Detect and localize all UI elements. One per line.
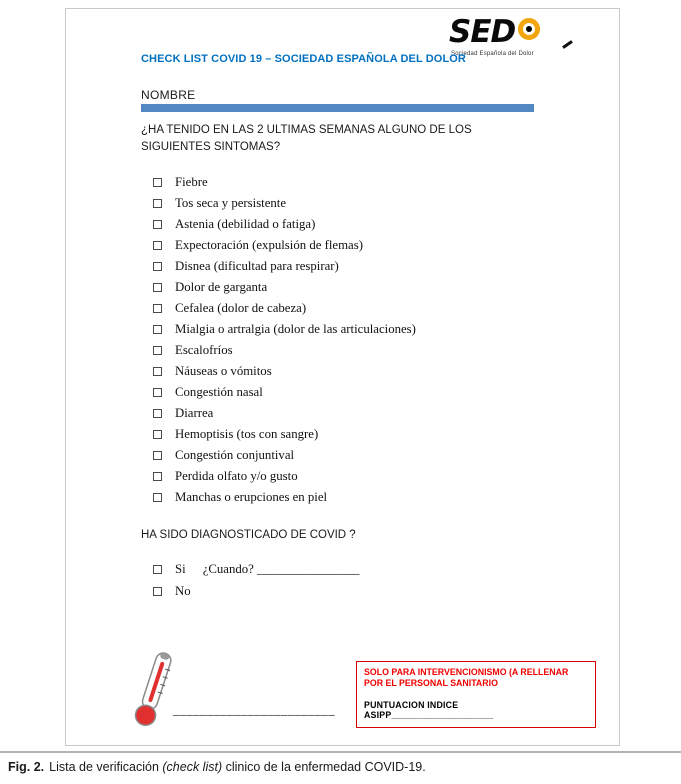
- intervention-box: [356, 661, 596, 728]
- symptom-checkbox[interactable]: [153, 388, 162, 397]
- symptom-row: [153, 298, 416, 319]
- symptoms-question: ¿HA TENIDO EN LAS 2 ULTIMAS SEMANAS ALGUNO DE LOS SIGUIENTES SINTOMAS?: [141, 124, 472, 153]
- figure-caption: [0, 751, 681, 774]
- caption-text-2: clinico de la enfermedad COVID-19.: [222, 760, 426, 774]
- sed-logo-subtext: Sociedad Española del Dolor: [451, 51, 534, 57]
- symptom-label: Expectoración (expulsión de flemas): [175, 238, 363, 252]
- symptom-checkbox[interactable]: [153, 199, 162, 208]
- symptom-checkbox[interactable]: [153, 262, 162, 271]
- symptom-checkbox[interactable]: [153, 325, 162, 334]
- symptom-label: Tos seca y persistente: [175, 196, 287, 210]
- covid-checklist-form: [65, 8, 620, 746]
- symptom-label: Escalofríos: [175, 343, 233, 357]
- no-checkbox[interactable]: [153, 587, 162, 596]
- diagnosed-question: HA SIDO DIAGNOSTICADO DE COVID ?: [141, 529, 356, 541]
- name-label: NOMBRE: [141, 88, 196, 102]
- symptom-label: Hemoptisis (tos con sangre): [175, 427, 319, 441]
- answer-row-yes: [153, 558, 359, 580]
- symptom-label: Diarrea: [175, 406, 214, 420]
- symptom-row: [153, 214, 416, 235]
- symptom-row: [153, 487, 416, 508]
- symptom-checkbox[interactable]: [153, 430, 162, 439]
- sed-logo-ring-icon: [518, 18, 540, 40]
- symptom-row: [153, 172, 416, 193]
- symptom-label: Dolor de garganta: [175, 280, 268, 294]
- symptom-row: [153, 466, 416, 487]
- symptom-checkbox[interactable]: [153, 451, 162, 460]
- yes-checkbox[interactable]: [153, 565, 162, 574]
- symptom-checkbox[interactable]: [153, 472, 162, 481]
- symptoms-list: [153, 172, 416, 508]
- symptom-row: [153, 193, 416, 214]
- sed-logo: [449, 14, 599, 57]
- caption-italic: (check list): [162, 760, 223, 774]
- asipp-score-label: PUNTUACION INDICE ASIPP____________________: [364, 700, 494, 720]
- symptom-checkbox[interactable]: [153, 220, 162, 229]
- symptom-label: Cefalea (dolor de cabeza): [175, 301, 307, 315]
- symptom-label: Congestión nasal: [175, 385, 263, 399]
- symptom-row: [153, 424, 416, 445]
- when-label: ¿Cuando? ________________: [202, 561, 360, 576]
- sed-logo-text: SED: [449, 14, 516, 50]
- signature-line: ________________________: [173, 703, 335, 717]
- form-title: CHECK LIST COVID 19 – SOCIEDAD ESPAÑOLA DEL DOLOR: [141, 53, 466, 65]
- thermometer-icon: [120, 644, 190, 738]
- symptom-label: Congestión conjuntival: [175, 448, 295, 462]
- symptom-row: [153, 277, 416, 298]
- yes-label: Si: [175, 561, 186, 576]
- symptom-label: Náuseas o vómitos: [175, 364, 272, 378]
- symptom-checkbox[interactable]: [153, 367, 162, 376]
- diagnosed-answers: [153, 558, 359, 602]
- symptom-label: Disnea (dificultad para respirar): [175, 259, 339, 273]
- symptom-checkbox[interactable]: [153, 346, 162, 355]
- symptom-row: [153, 256, 416, 277]
- symptom-row: [153, 445, 416, 466]
- caption-text-1: Lista de verificación: [49, 760, 163, 774]
- intervention-box-title: SOLO PARA INTERVENCIONISMO (A RELLENAR POR EL PERSONAL SANITARIO: [364, 667, 569, 688]
- sed-logo-dot-icon: [526, 26, 532, 32]
- symptom-row: [153, 403, 416, 424]
- symptom-label: Perdida olfato y/o gusto: [175, 469, 298, 483]
- symptom-checkbox[interactable]: [153, 409, 162, 418]
- symptom-row: [153, 382, 416, 403]
- symptom-label: Mialgia o artralgia (dolor de las articulaciones): [175, 322, 416, 336]
- symptom-row: [153, 340, 416, 361]
- symptom-label: Manchas o erupciones en piel: [175, 490, 328, 504]
- sed-logo-tick-icon: [562, 40, 573, 49]
- symptom-checkbox[interactable]: [153, 178, 162, 187]
- symptom-label: Fiebre: [175, 175, 208, 189]
- symptom-checkbox[interactable]: [153, 304, 162, 313]
- no-label: No: [175, 583, 191, 598]
- symptom-checkbox[interactable]: [153, 283, 162, 292]
- symptom-row: [153, 319, 416, 340]
- symptom-checkbox[interactable]: [153, 493, 162, 502]
- name-field-bar: [141, 104, 534, 112]
- symptom-row: [153, 361, 416, 382]
- symptom-row: [153, 235, 416, 256]
- symptom-label: Astenia (debilidad o fatiga): [175, 217, 316, 231]
- figure-label: Fig. 2.: [8, 760, 45, 774]
- answer-row-no: [153, 580, 359, 602]
- sed-logo-main: [449, 14, 599, 50]
- symptom-checkbox[interactable]: [153, 241, 162, 250]
